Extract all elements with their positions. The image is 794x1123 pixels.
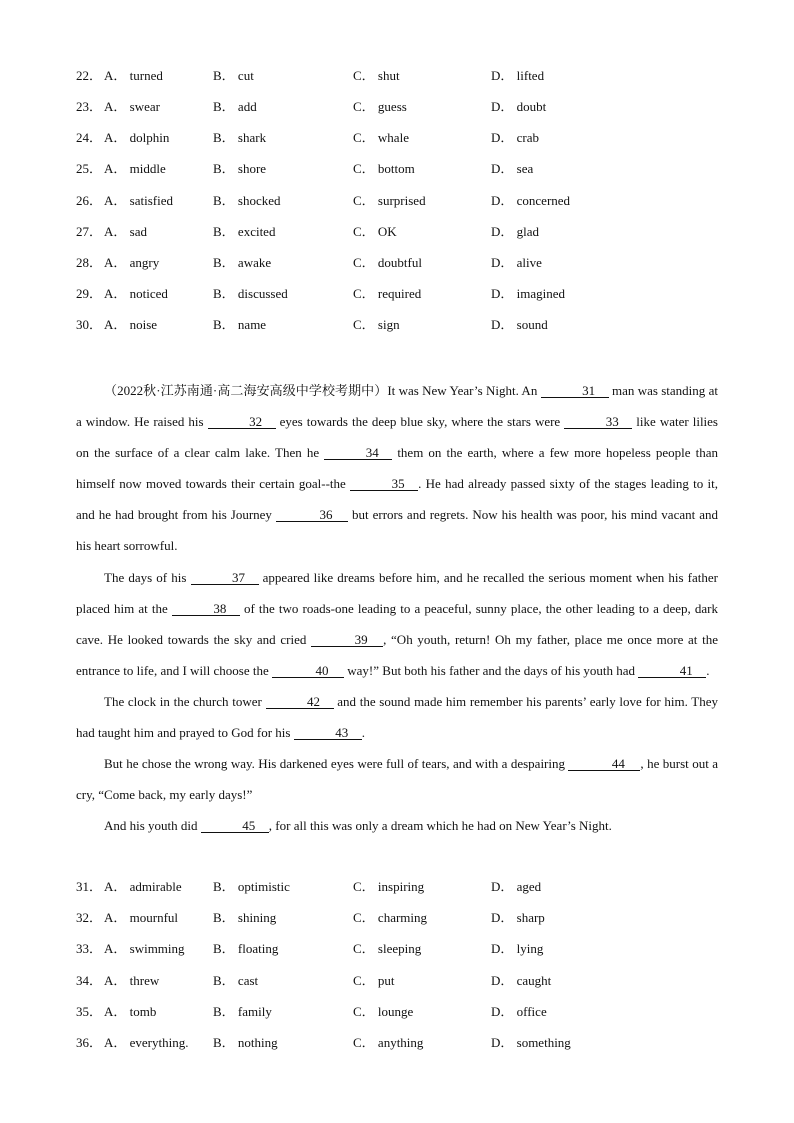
option-c: C． inspiring xyxy=(353,879,425,894)
passage-text: of the two roads-one leading to a peaceful, sunny place, the other leading to a deep, dark cave. He looked towards the sky and cried xyxy=(76,600,718,647)
option-b: B． excited xyxy=(213,224,276,239)
blank-39: 39 xyxy=(311,633,383,647)
option-d: D． doubt xyxy=(491,99,547,114)
blank-33: 33 xyxy=(564,415,632,429)
option-b: B． cast xyxy=(213,973,259,988)
option-d: D． alive xyxy=(491,255,542,270)
question-number: 28． xyxy=(76,255,103,270)
option-d: D． lifted xyxy=(491,68,545,83)
paragraph-2 xyxy=(76,562,718,686)
blank-41: 41 xyxy=(638,664,706,678)
passage-text: man was standing at a window. He raised his xyxy=(76,383,718,430)
passage-text: like water lilies on the surface of a clear calm lake. Then he xyxy=(76,414,718,461)
passage-text: , “Oh youth, return! Oh my father, place me once more at the entrance to life, and I will choose the xyxy=(76,631,719,678)
question-number: 29． xyxy=(76,286,103,301)
passage-text: , he burst out a cry, “Come back, my early days!” xyxy=(76,756,718,803)
passage-text: but errors and regrets. Now his health was poor, his mind vacant and his heart sorrowful. xyxy=(76,507,719,554)
option-b: B． floating xyxy=(213,941,279,956)
blank-42: 42 xyxy=(266,695,334,709)
option-c: C． sleeping xyxy=(353,941,422,956)
question-23-options xyxy=(0,97,794,117)
option-a: A． angry xyxy=(104,255,160,270)
option-b: B． shocked xyxy=(213,193,281,208)
option-d: D． glad xyxy=(491,224,540,239)
question-number: 30． xyxy=(76,317,103,332)
blank-45: 45 xyxy=(201,819,269,833)
option-d: D． office xyxy=(491,1004,547,1019)
option-b: B． awake xyxy=(213,255,272,270)
passage-text: eyes towards the deep blue sky, where the stars were xyxy=(275,414,565,430)
option-a: A． dolphin xyxy=(104,130,170,145)
passage-text: But he chose the wrong way. His darkened eyes were full of tears, and with a despairing xyxy=(104,756,569,772)
option-d: D． sea xyxy=(491,161,534,176)
blank-35: 35 xyxy=(350,477,418,491)
option-c: C． OK xyxy=(353,224,397,239)
paragraph-4 xyxy=(76,748,718,810)
option-b: B． shore xyxy=(213,161,267,176)
option-c: C． charming xyxy=(353,910,428,925)
option-b: B． family xyxy=(213,1004,272,1019)
question-number: 23． xyxy=(76,99,103,114)
passage-text: . xyxy=(706,662,710,678)
passage-text: . He had already passed sixty of the stages leading to it, and he had brought from his Journey xyxy=(76,476,718,523)
blank-34: 34 xyxy=(324,446,392,460)
passage-text: （2022秋·江苏南通·高二海安高级中学校考期中）It was New Year’s Night. An xyxy=(104,383,541,398)
option-b: B． shark xyxy=(213,130,267,145)
passage-text: The clock in the church tower xyxy=(104,693,266,709)
option-a: A． middle xyxy=(104,161,166,176)
paragraph-1 xyxy=(76,375,718,562)
option-d: D． sound xyxy=(491,317,548,332)
question-36-options xyxy=(0,1033,794,1053)
question-32-options xyxy=(0,908,794,928)
passage-text: them on the earth, where a few more hopeless people than himself now moved towards their certain goal--the xyxy=(76,445,719,492)
passage-text: and the sound made him remember his parents’ early love for him. They had taught him and prayed to God for his xyxy=(76,693,719,741)
question-26-options xyxy=(0,191,794,211)
option-a: A． mournful xyxy=(104,910,179,925)
option-c: C． surprised xyxy=(353,193,426,208)
option-d: D． concerned xyxy=(491,193,571,208)
question-number: 33． xyxy=(76,941,103,956)
option-c: C． shut xyxy=(353,68,400,83)
option-b: B． name xyxy=(213,317,267,332)
passage-text: The days of his xyxy=(104,569,191,585)
option-a: A． swimming xyxy=(104,941,185,956)
option-a: A． satisfied xyxy=(104,193,173,208)
option-d: D． crab xyxy=(491,130,540,145)
option-d: D． aged xyxy=(491,879,542,894)
option-b: B． cut xyxy=(213,68,254,83)
blank-38: 38 xyxy=(172,602,240,616)
question-31-options xyxy=(0,877,794,897)
paragraph-5 xyxy=(76,810,718,841)
question-33-options xyxy=(0,939,794,959)
option-c: C． lounge xyxy=(353,1004,414,1019)
option-c: C． guess xyxy=(353,99,407,114)
option-c: C． anything xyxy=(353,1035,424,1050)
question-number: 26． xyxy=(76,193,103,208)
question-number: 32． xyxy=(76,910,103,925)
blank-40: 40 xyxy=(272,664,344,678)
question-22-options xyxy=(0,66,794,86)
question-number: 24． xyxy=(76,130,103,145)
question-number: 27． xyxy=(76,224,103,239)
paragraph-3 xyxy=(76,686,718,748)
question-number: 34． xyxy=(76,973,103,988)
option-a: A． turned xyxy=(104,68,163,83)
option-d: D． lying xyxy=(491,941,544,956)
blank-31: 31 xyxy=(541,384,609,398)
question-27-options xyxy=(0,222,794,242)
blank-44: 44 xyxy=(568,757,640,771)
passage-text: . xyxy=(361,725,365,741)
option-c: C． bottom xyxy=(353,161,415,176)
option-b: B． add xyxy=(213,99,257,114)
option-a: A． tomb xyxy=(104,1004,157,1019)
question-number: 36． xyxy=(76,1035,103,1050)
question-number: 22． xyxy=(76,68,103,83)
cloze-passage xyxy=(76,375,718,841)
option-a: A． swear xyxy=(104,99,160,114)
question-number: 31． xyxy=(76,879,103,894)
question-30-options xyxy=(0,315,794,335)
option-b: B． discussed xyxy=(213,286,288,301)
passage-text: And his youth did xyxy=(104,818,201,834)
blank-37: 37 xyxy=(191,571,259,585)
passage-text: way!” But both his father and the days of his youth had xyxy=(344,662,639,678)
option-a: A． sad xyxy=(104,224,147,239)
option-d: D． sharp xyxy=(491,910,545,925)
option-a: A． threw xyxy=(104,973,160,988)
question-number: 35． xyxy=(76,1004,103,1019)
question-28-options xyxy=(0,253,794,273)
option-a: A． everything. xyxy=(104,1035,189,1050)
option-c: C． whale xyxy=(353,130,409,145)
question-29-options xyxy=(0,284,794,304)
question-25-options xyxy=(0,159,794,179)
option-d: D． imagined xyxy=(491,286,566,301)
option-c: C． put xyxy=(353,973,395,988)
blank-36: 36 xyxy=(276,508,348,522)
option-b: B． shining xyxy=(213,910,277,925)
option-c: C． required xyxy=(353,286,422,301)
option-a: A． noise xyxy=(104,317,158,332)
passage-text: , for all this was only a dream which he had on New Year’s Night. xyxy=(268,818,612,834)
question-34-options xyxy=(0,971,794,991)
question-24-options xyxy=(0,128,794,148)
question-number: 25． xyxy=(76,161,103,176)
option-b: B． nothing xyxy=(213,1035,278,1050)
passage-text: appeared like dreams before him, and he recalled the serious moment when his father placed him at the xyxy=(76,569,718,616)
blank-32: 32 xyxy=(208,415,276,429)
option-d: D． something xyxy=(491,1035,571,1050)
option-a: A． noticed xyxy=(104,286,168,301)
option-a: A． admirable xyxy=(104,879,182,894)
question-35-options xyxy=(0,1002,794,1022)
option-d: D． caught xyxy=(491,973,552,988)
blank-43: 43 xyxy=(294,726,362,740)
option-b: B． optimistic xyxy=(213,879,290,894)
option-c: C． doubtful xyxy=(353,255,422,270)
option-c: C． sign xyxy=(353,317,400,332)
